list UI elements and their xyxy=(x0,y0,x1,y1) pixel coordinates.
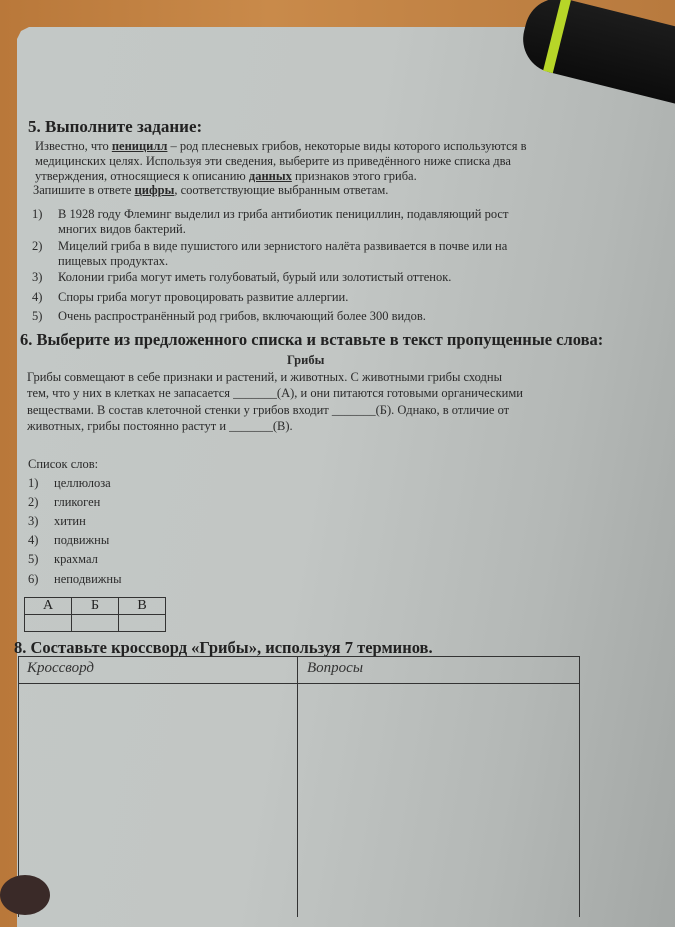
underlined-term: цифры xyxy=(134,183,175,197)
word-item xyxy=(28,513,86,529)
task5-intro-line4 xyxy=(33,182,388,198)
option-number: 2) xyxy=(32,239,43,253)
column-divider xyxy=(297,657,298,917)
text: Запишите в ответе xyxy=(33,183,135,197)
row-divider xyxy=(19,683,579,684)
option-text: Мицелий гриба в виде пушистого или зернистого налёта развивается в почве или на xyxy=(58,239,508,253)
task5-intro-line1 xyxy=(35,138,526,154)
task6-text-line3: веществами. В состав клеточной стенки у грибов входит _______(Б). Однако, в отличие от xyxy=(27,403,510,417)
task5-intro-line2: медицинских целях. Используя эти сведения, выберите из приведённого ниже списка два xyxy=(35,154,511,168)
word-number: 1) xyxy=(28,476,39,490)
underlined-term: данных xyxy=(248,169,292,183)
finger xyxy=(0,875,50,915)
answer-table-row xyxy=(25,615,166,632)
word-text: гликоген xyxy=(54,495,101,509)
text: – род плесневых грибов, некоторые виды которого используются в xyxy=(167,139,527,153)
text: Известно, что xyxy=(35,139,112,153)
task5-option-1 xyxy=(32,206,508,222)
word-number: 4) xyxy=(28,533,39,547)
answer-cell-a[interactable] xyxy=(25,615,72,632)
option-text: Очень распространённый род грибов, включающий более 300 видов. xyxy=(58,309,426,323)
task6-text-line4: животных, грибы постоянно растут и _______(В). xyxy=(27,419,293,433)
option-text: Споры гриба могут провоцировать развитие аллергии. xyxy=(58,290,349,304)
option-number: 1) xyxy=(32,207,43,221)
word-item xyxy=(28,475,111,491)
questions-column-label: Вопросы xyxy=(307,660,363,676)
header-b: Б xyxy=(72,598,119,615)
text: утверждения, относящиеся к описанию xyxy=(35,169,249,183)
crossword-column-label: Кроссворд xyxy=(27,660,94,676)
word-list-label: Список слов: xyxy=(28,457,99,471)
word-text: неподвижны xyxy=(54,572,122,586)
word-text: крахмал xyxy=(54,552,98,566)
word-text: подвижны xyxy=(54,533,110,547)
answer-table xyxy=(24,597,166,632)
task5-option-5 xyxy=(32,308,426,324)
task8-heading: 8. Составьте кроссворд «Грибы», используя 7 терминов. xyxy=(14,638,433,657)
word-text: целлюлоза xyxy=(54,476,111,490)
text: , соответствующие выбранным ответам. xyxy=(174,183,389,197)
word-item xyxy=(28,494,100,510)
word-number: 5) xyxy=(28,552,39,566)
text: признаков этого гриба. xyxy=(291,169,417,183)
task6-text-line1: Грибы совмещают в себе признаки и растений, и животных. С животными грибы сходны xyxy=(27,370,502,384)
task5-option-4 xyxy=(32,289,348,305)
word-number: 3) xyxy=(28,514,39,528)
task5-heading: 5. Выполните задание: xyxy=(28,117,203,136)
word-item xyxy=(28,551,98,567)
answer-cell-b[interactable] xyxy=(72,615,119,632)
task5-option-2 xyxy=(32,238,507,254)
word-number: 6) xyxy=(28,572,39,586)
task6-text-line2: тем, что у них в клетках не запасается _______(А), и они питаются готовыми органическими xyxy=(27,386,523,400)
underlined-term: пеницилл xyxy=(111,139,168,153)
task6-heading: 6. Выберите из предложенного списка и вставьте в текст пропущенные слова: xyxy=(20,330,604,349)
header-v: В xyxy=(119,598,166,615)
option-number: 3) xyxy=(32,270,43,284)
task5-option-2-cont: пищевых продуктах. xyxy=(58,254,169,268)
task5-option-1-cont: многих видов бактерий. xyxy=(58,222,186,236)
header-a: А xyxy=(25,598,72,615)
crossword-table xyxy=(18,656,580,917)
word-item xyxy=(28,532,109,548)
answer-cell-v[interactable] xyxy=(119,615,166,632)
word-number: 2) xyxy=(28,495,39,509)
answer-table-header xyxy=(25,598,166,615)
option-text: В 1928 году Флеминг выделил из гриба антибиотик пенициллин, подавляющий рост xyxy=(58,207,509,221)
task6-subtitle: Грибы xyxy=(287,353,325,367)
option-text: Колонии гриба могут иметь голубоватый, бурый или золотистый оттенок. xyxy=(58,270,452,284)
option-number: 5) xyxy=(32,309,43,323)
option-number: 4) xyxy=(32,290,43,304)
word-item xyxy=(28,571,122,587)
task5-option-3 xyxy=(32,269,451,285)
word-text: хитин xyxy=(54,514,86,528)
